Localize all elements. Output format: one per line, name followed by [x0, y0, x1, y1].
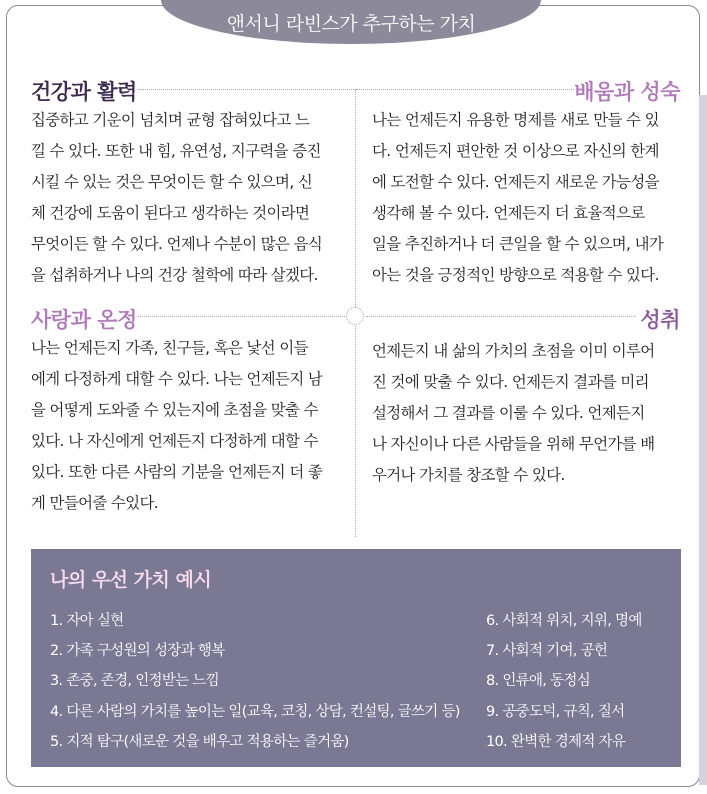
- section-body-learning: [372, 105, 682, 291]
- list-item: 10. 완벽한 경제적 자유: [486, 733, 626, 750]
- divider-top-right: [356, 89, 574, 90]
- text-line: 다. 언제든지 편안한 것 이상으로 자신의 한계: [372, 142, 659, 160]
- text-line: 있다. 또한 다른 사람의 기분을 언제든지 더 좋: [31, 463, 323, 481]
- text-line: 있다. 나 자신에게 언제든지 다정하게 대할 수: [31, 432, 318, 450]
- text-line: 나 자신이나 다른 사람들을 위해 무언가를 배: [372, 435, 655, 453]
- text-line: 에게 다정하게 대할 수 있다. 나는 언제든지 남: [31, 370, 323, 388]
- header-title: 앤서니 라빈스가 추구하는 가치: [161, 0, 541, 44]
- list-item: 3. 존중, 존경, 인정받는 느낌: [50, 673, 219, 690]
- text-line: 에 도전할 수 있다. 언제든지 새로운 가능성을: [372, 173, 659, 191]
- text-line: 진 것에 맞출 수 있다. 언제든지 결과를 미리: [372, 373, 649, 391]
- text-line: 낄 수 있다. 또한 내 힘, 유연성, 지구력을 증진: [31, 142, 321, 160]
- divider-top-left: [138, 89, 354, 90]
- section-title-achievement: 성취: [640, 308, 680, 332]
- section-title-learning: 배움과 성숙: [574, 80, 680, 104]
- text-line: 아는 것을 긍정적인 방향으로 적용할 수 있다.: [372, 266, 659, 284]
- text-line: 우거나 가치를 창조할 수 있다.: [372, 466, 565, 484]
- section-body-health: [31, 105, 341, 291]
- priority-values-left-list: [50, 606, 460, 757]
- text-line: 집중하고 기운이 넘치며 균형 잡혀있다고 느: [31, 111, 310, 129]
- text-line: 생각해 볼 수 있다. 언제든지 더 효율적으로: [372, 204, 645, 222]
- divider-mid-right: [366, 316, 636, 317]
- text-line: 시킬 수 있는 것은 무엇이든 할 수 있으며, 신: [31, 173, 313, 191]
- priority-values-right-list: [486, 606, 642, 757]
- text-line: 을 어떻게 도와줄 수 있는지에 초점을 맞출 수: [31, 401, 318, 419]
- text-line: 언제든지 내 삶의 가치의 초점을 이미 이루어: [372, 342, 655, 360]
- text-line: 체 건강에 도움이 된다고 생각하는 것이라면: [31, 204, 310, 222]
- list-item: 4. 다른 사람의 가치를 높이는 일(교육, 코칭, 상담, 컨설팅, 글쓰기 등): [50, 703, 460, 720]
- text-line: 나는 언제든지 가족, 친구들, 혹은 낯선 이들: [31, 339, 308, 357]
- section-title-love: 사랑과 온정: [31, 308, 137, 332]
- text-line: 일을 추진하거나 더 큰일을 할 수 있으며, 내가: [372, 235, 664, 253]
- text-line: 설정해서 그 결과를 이룰 수 있다. 언제든지: [372, 404, 645, 422]
- divider-center-circle: [346, 307, 364, 325]
- text-line: 게 만들어줄 수있다.: [31, 494, 159, 512]
- list-item: 5. 지적 탐구(새로운 것을 배우고 적용하는 즐거움): [50, 733, 349, 750]
- section-title-health: 건강과 활력: [31, 80, 137, 104]
- section-body-achievement: [372, 336, 682, 491]
- list-item: 6. 사회적 위치, 지위, 명예: [486, 613, 642, 629]
- text-line: 무엇이든 할 수 있다. 언제나 수분이 많은 음식: [31, 235, 323, 253]
- list-item: 8. 인류애, 동정심: [486, 673, 591, 690]
- list-item: 7. 사회적 기여, 공헌: [486, 643, 608, 660]
- text-line: 나는 언제든지 유용한 명제를 새로 만들 수 있: [372, 111, 659, 129]
- section-body-love: [31, 333, 341, 519]
- page-edge-shadow: [699, 95, 707, 785]
- list-item: 9. 공중도덕, 규칙, 질서: [486, 703, 625, 720]
- priority-values-title: 나의 우선 가치 예시: [50, 569, 212, 591]
- divider-mid-left: [138, 316, 345, 317]
- list-item: 1. 자아 실현: [50, 613, 124, 629]
- list-item: 2. 가족 구성원의 성장과 행복: [50, 643, 225, 660]
- text-line: 을 섭취하거나 나의 건강 철학에 따라 살겠다.: [31, 266, 318, 284]
